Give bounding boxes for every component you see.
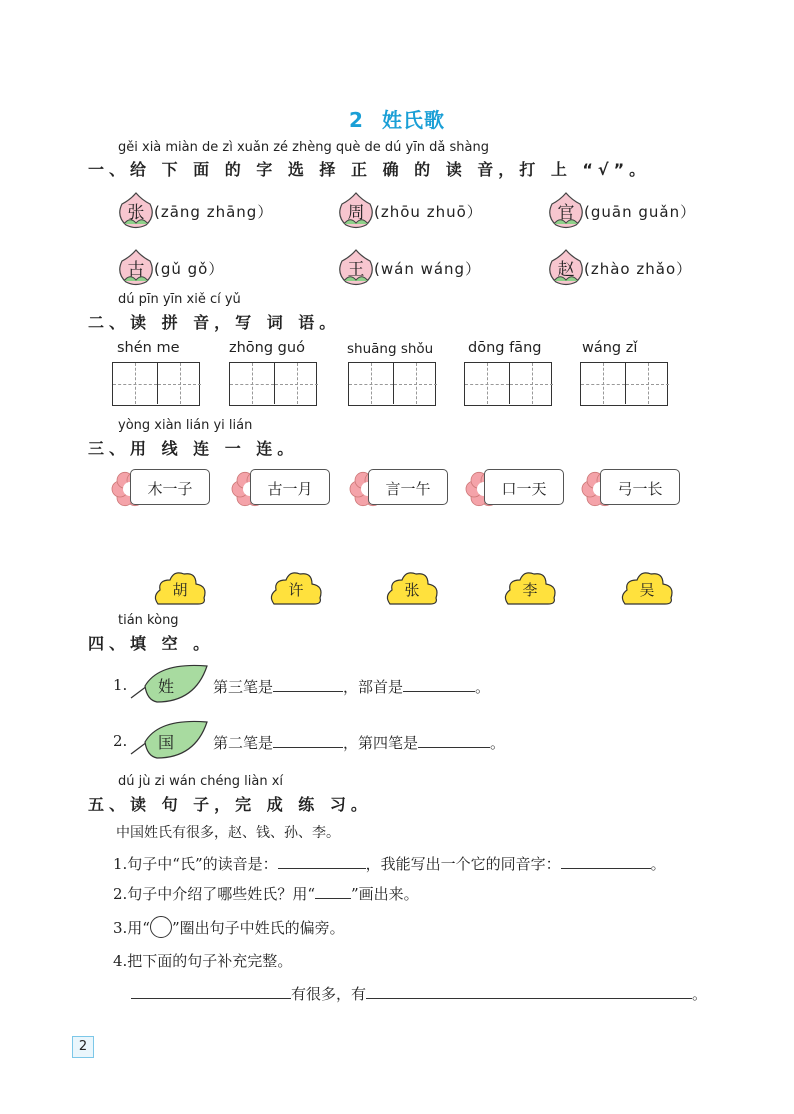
peach-icon [546, 190, 586, 230]
peach-char: 古 [127, 260, 145, 280]
q4-mid: 有很多，有 [291, 985, 367, 1003]
word-pinyin: shén me [117, 340, 180, 356]
writing-grid[interactable] [229, 362, 317, 406]
blank-q4-a[interactable] [131, 984, 291, 999]
period: 。 [692, 985, 708, 1003]
blank-homophone[interactable] [561, 854, 651, 869]
surname-cloud[interactable] [152, 568, 208, 606]
question-3 [113, 916, 345, 938]
tag-text: 言一午 [385, 480, 431, 498]
fill-label: 第二笔是 [213, 734, 274, 752]
options-text: zhōu zhuō） [380, 203, 483, 221]
section5-heading: 五、读 句 子，完 成 练 习。 [88, 795, 372, 814]
pinyin-options[interactable] [374, 201, 483, 222]
underline-sample [315, 886, 351, 899]
period: 。 [475, 678, 491, 696]
word-pinyin: zhōng guó [229, 340, 305, 356]
pinyin-options[interactable] [374, 258, 481, 279]
blank-stroke-2[interactable] [273, 733, 343, 748]
blank-stroke-4[interactable] [418, 733, 490, 748]
section3-heading: 三、用 线 连 一 连。 [88, 439, 299, 458]
leaf-char: 姓 [158, 677, 175, 696]
tag-text: 古一月 [267, 480, 313, 498]
open-paren: ( [584, 203, 591, 221]
question-4: 4.把下面的句子补充完整。 [113, 952, 293, 970]
word-pinyin: shuāng shǒu [347, 341, 434, 357]
fill-label: ，部首是 [343, 678, 404, 696]
peach-char: 张 [127, 203, 145, 223]
options-text: zhào zhǎo） [590, 260, 693, 278]
word-pinyin: wáng zǐ [582, 340, 638, 356]
question-4-blanks [131, 983, 707, 1004]
writing-grid[interactable] [348, 362, 436, 406]
page-number: 2 [72, 1036, 94, 1058]
peach-icon [336, 190, 376, 230]
tag-box [484, 469, 564, 505]
blank-q4-b[interactable] [366, 984, 692, 999]
reading-sentence: 中国姓氏有很多，赵、钱、孙、李。 [116, 825, 340, 841]
section2-pinyin: dú pīn yīn xiě cí yǔ [118, 292, 241, 307]
q1-text: 1.句子中“氏”的读音是： [113, 855, 278, 873]
tag-box [130, 469, 210, 505]
section4-heading: 四、填 空 。 [88, 634, 215, 653]
peach-char: 周 [347, 203, 365, 223]
section3-pinyin: yòng xiàn lián yi lián [118, 418, 253, 433]
blank-stroke[interactable] [273, 677, 343, 692]
pinyin-options[interactable] [584, 258, 692, 279]
surname-cloud[interactable] [384, 568, 440, 606]
peach-char: 官 [557, 203, 575, 223]
row-index: 2. [113, 732, 128, 750]
options-text: zāng zhāng） [160, 203, 274, 221]
surname-cloud[interactable] [502, 568, 558, 606]
section1-pinyin: gěi xià miàn de zì xuǎn zé zhèng què de dú yīn dǎ shàng [118, 140, 489, 155]
blank-radical[interactable] [403, 677, 475, 692]
q1-text-b: ，我能写出一个它的同音字： [365, 855, 561, 873]
peach-icon [116, 247, 156, 287]
tag-text: 口一天 [501, 480, 547, 498]
peach-char: 赵 [557, 260, 575, 280]
blank-reading[interactable] [278, 854, 366, 869]
writing-grid[interactable] [112, 362, 200, 406]
q3-text: 3.用“ [113, 919, 150, 937]
open-paren: ( [374, 203, 381, 221]
peach-icon [336, 247, 376, 287]
leaf-char: 国 [158, 733, 175, 752]
cloud-char: 张 [404, 581, 420, 599]
options-text: wán wáng） [380, 260, 482, 278]
options-text: guān guǎn） [590, 203, 697, 221]
pinyin-options[interactable] [584, 201, 696, 222]
circle-icon [150, 916, 172, 938]
q2-text: 2.句子中介绍了哪些姓氏？用“ [113, 885, 315, 903]
cloud-char: 吴 [639, 581, 655, 599]
lesson-number: 2 [349, 108, 364, 132]
section2-heading: 二、读 拼 音，写 词 语。 [88, 313, 341, 332]
fill-label: 第三笔是 [213, 678, 274, 696]
section1-heading: 一、给 下 面 的 字 选 择 正 确 的 读 音，打 上 “√”。 [88, 160, 651, 179]
period: 。 [650, 855, 666, 873]
pinyin-options[interactable] [154, 201, 273, 222]
tag-box [368, 469, 448, 505]
tag-box [250, 469, 330, 505]
open-paren: ( [374, 260, 381, 278]
peach-char: 王 [347, 260, 365, 280]
word-pinyin: dōng fāng [468, 340, 542, 356]
tag-box [600, 469, 680, 505]
open-paren: ( [154, 203, 161, 221]
section4-pinyin: tián kòng [118, 613, 179, 628]
tag-text: 弓一长 [617, 480, 663, 498]
pinyin-options[interactable] [154, 258, 224, 279]
cloud-char: 许 [288, 581, 304, 599]
peach-icon [546, 247, 586, 287]
cloud-char: 胡 [172, 581, 188, 599]
row-index: 1. [113, 676, 128, 694]
open-paren: ( [154, 260, 161, 278]
writing-grid[interactable] [464, 362, 552, 406]
surname-cloud[interactable] [268, 568, 324, 606]
writing-grid[interactable] [580, 362, 668, 406]
q2-text-b: ”画出来。 [350, 885, 419, 903]
options-text: gǔ gǒ） [160, 260, 225, 278]
lesson-title [0, 104, 794, 133]
open-paren: ( [584, 260, 591, 278]
period: 。 [490, 734, 506, 752]
question-1 [113, 853, 666, 874]
lesson-name: 姓氏歌 [381, 108, 445, 132]
peach-icon [116, 190, 156, 230]
tag-text: 木一子 [147, 480, 193, 498]
fill-label: ，第四笔是 [343, 734, 419, 752]
surname-cloud[interactable] [619, 568, 675, 606]
cloud-char: 李 [522, 581, 538, 599]
question-2 [113, 883, 419, 904]
q3-text-b: ”圈出句子中姓氏的偏旁。 [171, 919, 345, 937]
section5-pinyin: dú jù zi wán chéng liàn xí [118, 774, 284, 789]
